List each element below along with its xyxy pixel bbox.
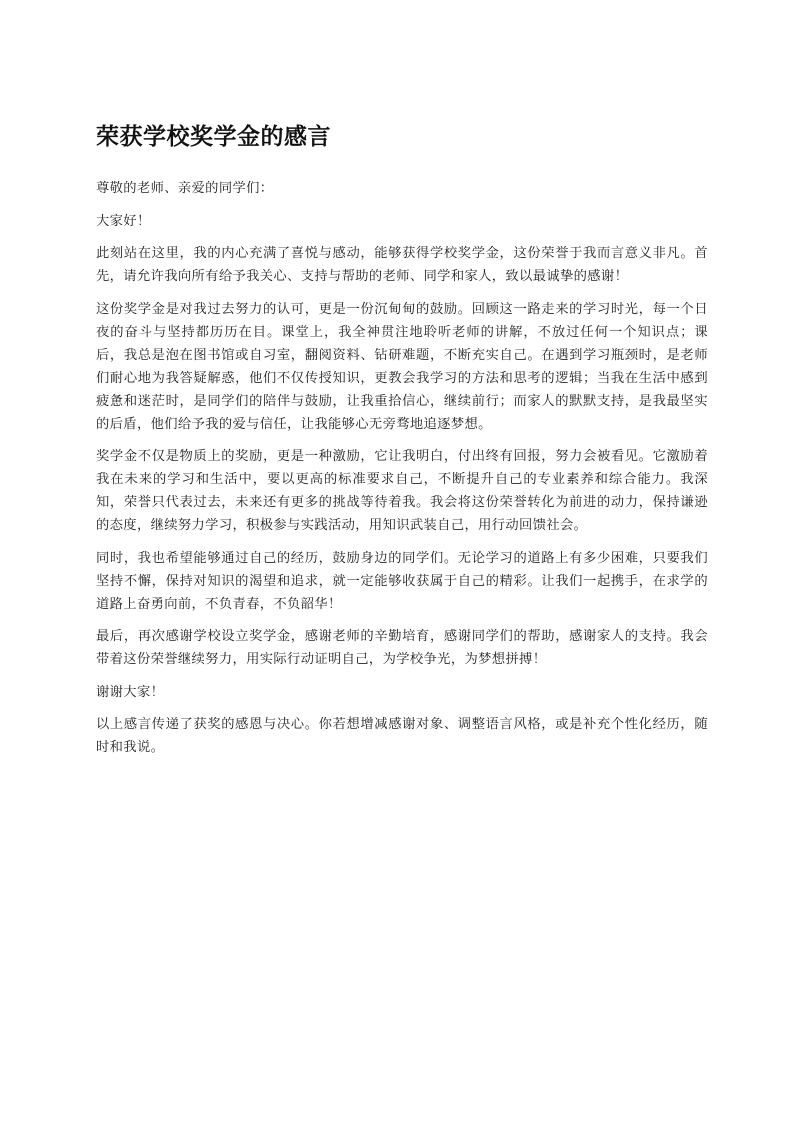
paragraph-reflection: 这份奖学金是对我过去努力的认可，更是一份沉甸甸的鼓励。回顾这一路走来的学习时光，每一个日夜的奋斗与坚持都历历在目。课堂上，我全神贯注地聆听老师的讲解，不放过任何一个知识点；课后，我总是泡在图书馆或自习室，翻阅资料、钻研难题，不断充实自己。在遇到学习瓶颈时，是老师们耐心地为我答疑解惑，他们不仅传授知识，更教会我学习的方法和思考的逻辑；当我在生活中感到疲惫和迷茫时，是同学们的陪伴与鼓励，让我重拾信心，继续前行；而家人的默默支持，是我最坚实的后盾，他们给予我的爱与信任，让我能够心无旁骛地追逐梦想。 bbox=[96, 301, 708, 432]
paragraph-assistant-note: 以上感言传递了获奖的感恩与决心。你若想增减感谢对象、调整语言风格，或是补充个性化经历，随时和我说。 bbox=[96, 717, 708, 755]
document-page bbox=[96, 118, 708, 769]
paragraph-motivation: 奖学金不仅是物质上的奖励，更是一种激励，它让我明白，付出终有回报，努力会被看见。它激励着我在未来的学习和生活中，要以更高的标准要求自己，不断提升自己的专业素养和综合能力。我深知，荣誉只代表过去，未来还有更多的挑战等待着我。我会将这份荣誉转化为前进的动力，保持谦逊的态度，继续努力学习，积极参与实践活动，用知识武装自己，用行动回馈社会。 bbox=[96, 449, 708, 533]
paragraph-thank-you: 谢谢大家！ bbox=[96, 684, 165, 700]
paragraph-closing-thanks: 最后，再次感谢学校设立奖学金，感谢老师的辛勤培育，感谢同学们的帮助，感谢家人的支持。我会带着这份荣誉继续努力，用实际行动证明自己，为学校争光，为梦想拼搏！ bbox=[96, 629, 708, 667]
paragraph-opening: 此刻站在这里，我的内心充满了喜悦与感动，能够获得学校奖学金，这份荣誉于我而言意义非凡。首先，请允许我向所有给予我关心、支持与帮助的老师、同学和家人，致以最诚挚的感谢！ bbox=[96, 246, 708, 284]
paragraph-greeting-recipients: 尊敬的老师、亲爱的同学们： bbox=[96, 181, 274, 196]
paragraph-encouragement: 同时，我也希望能够通过自己的经历，鼓励身边的同学们。无论学习的道路上有多少困难，只要我们坚持不懈，保持对知识的渴望和追求，就一定能够收获属于自己的精彩。让我们一起携手，在求学的道路上奋勇向前，不负青春，不负韶华！ bbox=[96, 550, 708, 612]
document-title: 荣获学校奖学金的感言 bbox=[96, 124, 331, 150]
paragraph-greeting: 大家好！ bbox=[96, 213, 151, 229]
